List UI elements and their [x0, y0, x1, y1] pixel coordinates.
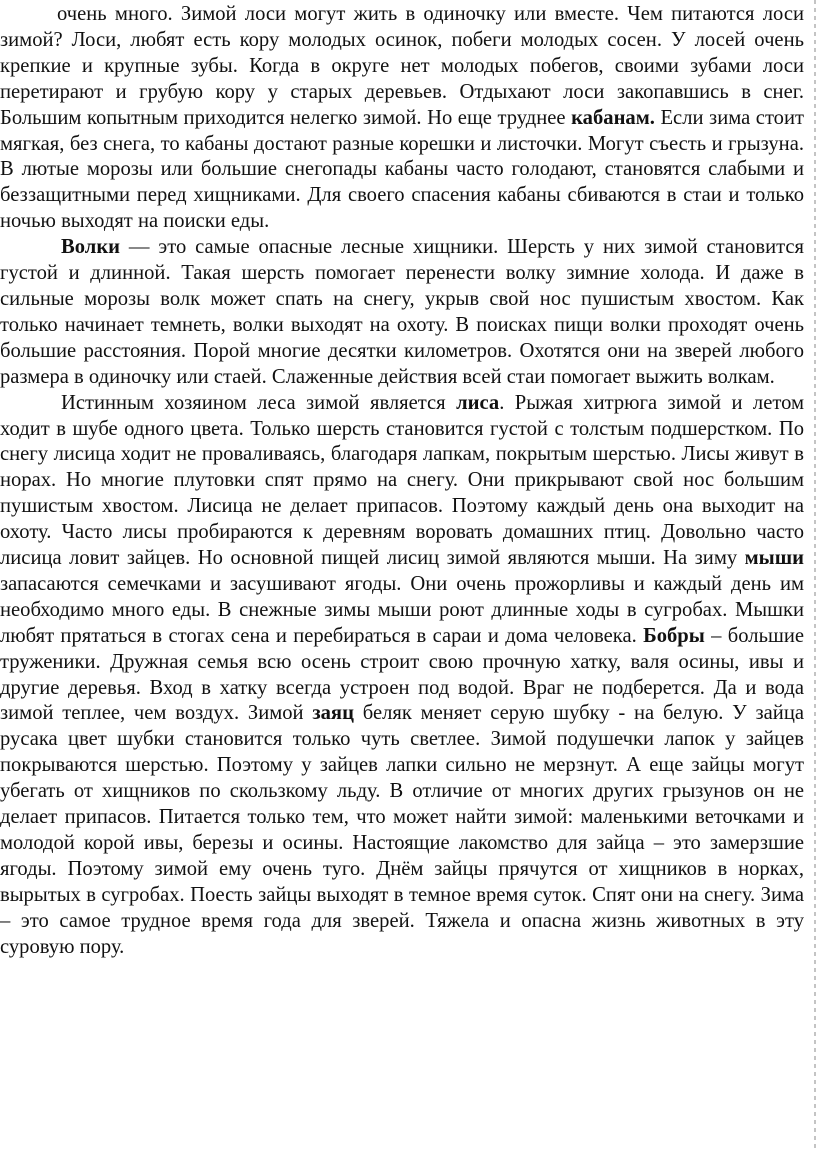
bold-term-beavers: Бобры — [643, 624, 705, 647]
text-run: беляк меняет серую шубку - на белую. У зайца русака цвет шубки становится только чуть светлее. Зимой подушечки лапок у зайцев покрываются шерстью. Поэтому у зайцев лапки сильно не мерзнут. А еще зайцы могут убегать от хищников по скользкому льду. В отличие от многих других грызунов он не делает припасов. Питается только тем, что может найти зимой: маленькими веточками и молодой корой ивы, березы и осины. Настоящие лакомство для зайца – это замерзшие ягоды. Поэтому зимой ему очень туго. Днём зайцы прячутся от хищников в норках, вырытых в сугробах. Поесть зайцы выходят в темное время суток. Спят они на снегу. Зима – это самое трудное время года для зверей. Тяжела и опасна жизнь животных в эту суровую пору. — [0, 702, 804, 958]
text-run: — это самые опасные лесные хищники. Шерсть у них зимой становится густой и длинной. Такая шерсть помогает перенести волку зимние холода. И даже в сильные морозы волк может спать на снегу, укрыв свой нос пушистым хвостом. Как только начинает темнеть, волки выходят на охоту. В поисках пищи волки проходят очень большие расстояния. Порой многие десятки километров. Охотятся они на зверей любого размера в одиночку или стаей. Слаженные действия всей стаи помогает выжить волкам. — [0, 236, 804, 388]
bold-term-wolves: Волки — [61, 236, 121, 259]
paragraph-fox-mice-beavers-hare — [0, 391, 804, 961]
text-run: очень много. Зимой лоси могут жить в одиночку или вместе. Чем питаются лоси зимой? Лоси, любят есть кору молодых осинок, побеги молодых сосен. У лосей очень крепкие и крупные зубы. Когда в округе нет молодых побегов, своими зубами лоси перетирают и грубую кору у старых деревьев. Отдыхают лоси закопавшись в снег. Большим копытным приходится нелегко зимой. Но еще труднее — [0, 3, 804, 129]
text-run: Если зима стоит мягкая, без снега, то кабаны достают разные корешки и листочки. Могут съесть и грызуна. В лютые морозы или большие снегопады кабаны часто голодают, становятся слабыми и беззащитными перед хищниками. Для своего спасения кабаны сбиваются в стаи и только ночью выходят на поиски еды. — [0, 106, 804, 233]
text-run: – большие труженики. Дружная семья всю осень строит свою прочную хатку, валя осины, ивы и другие деревья. Вход в хатку всегда устроен под водой. Враг не подберется. Да и вода зимой теплее, чем воздух. Зимой — [0, 624, 804, 725]
paragraph-wolves — [0, 235, 804, 390]
text-run: . Рыжая хитрюга зимой и летом ходит в шубе одного цвета. Только шерсть становится густой с толстым подшерстком. По снегу лисица ходит не проваливаясь, благодаря лапкам, покрытым шерстью. Лисы живут в норах. Но многие плутовки спят прямо на снегу. Они прикрывают свой нос большим пушистым хвостом. Лисица не делает припасов. Поэтому каждый день она выходит на охоту. Часто лисы пробираются к деревням воровать домашних птиц. Довольно часто лисица ловит зайцев. Но основной пищей лисиц зимой являются мыши. На зиму — [0, 391, 804, 570]
text-run: запасаются семечками и засушивают ягоды. Они очень прожорливы и каждый день им необходимо много еды. В снежные зимы мыши роют длинные ходы в сугробах. Мышки любят прятаться в стогах сена и перебираться в сараи и дома человека. — [0, 572, 804, 647]
bold-term-fox: лиса — [456, 391, 500, 414]
bold-term-mice: мыши — [744, 547, 804, 570]
text-run: Истинным хозяином леса зимой является — [61, 391, 457, 414]
document-body — [0, 2, 804, 961]
bold-term-hare: заяц — [312, 702, 354, 725]
paragraph-moose-boars — [0, 2, 804, 235]
bold-term-boars: кабанам. — [571, 106, 655, 129]
